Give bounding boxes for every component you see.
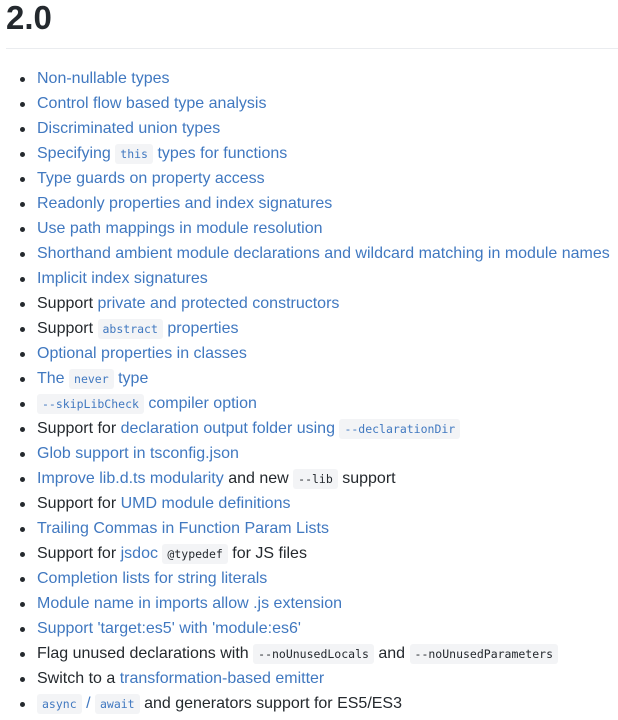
list-item xyxy=(37,441,610,466)
feature-link[interactable]: Module name in imports allow .js extension xyxy=(37,595,343,612)
list-item xyxy=(37,266,610,291)
feature-link[interactable]: UMD module definitions xyxy=(120,495,291,512)
feature-link[interactable]: jsdoc xyxy=(120,545,158,562)
list-item xyxy=(37,666,610,691)
code-snippet: never xyxy=(69,369,114,389)
code-snippet: --skipLibCheck xyxy=(37,394,144,414)
code-snippet: @typedef xyxy=(162,544,227,564)
plain-text: Switch to a xyxy=(37,670,116,687)
link-text: type xyxy=(118,370,149,387)
list-item xyxy=(37,116,610,141)
feature-link[interactable]: Completion lists for string literals xyxy=(37,570,268,587)
code-snippet: abstract xyxy=(98,319,163,339)
feature-link[interactable]: Use path mappings in module resolution xyxy=(37,220,323,237)
plain-text: Flag unused declarations with xyxy=(37,645,249,662)
code-snippet: --declarationDir xyxy=(339,419,460,439)
list-item xyxy=(37,316,610,341)
code-snippet: this xyxy=(115,144,153,164)
list-item xyxy=(37,541,610,566)
link-text: properties xyxy=(167,320,239,337)
feature-link[interactable]: Implicit index signatures xyxy=(37,270,208,287)
feature-link[interactable]: Trailing Commas in Function Param Lists xyxy=(37,520,329,537)
plain-text: Support xyxy=(37,320,94,337)
version-heading: 2.0 xyxy=(6,0,52,36)
feature-link[interactable] xyxy=(37,695,140,712)
list-item xyxy=(37,616,610,641)
list-item xyxy=(37,416,610,441)
feature-link[interactable]: private and protected constructors xyxy=(97,295,340,312)
link-text: compiler option xyxy=(148,395,257,412)
plain-text: and xyxy=(378,645,406,662)
list-item xyxy=(37,691,610,716)
list-item xyxy=(37,241,610,266)
feature-link[interactable]: Support 'target:es5' with 'module:es6' xyxy=(37,620,301,637)
list-item xyxy=(37,366,610,391)
list-item xyxy=(37,491,610,516)
list-item xyxy=(37,141,610,166)
code-snippet: --lib xyxy=(293,469,338,489)
list-item xyxy=(37,641,610,666)
list-item xyxy=(37,191,610,216)
feature-link[interactable]: Discriminated union types xyxy=(37,120,221,137)
code-snippet: await xyxy=(95,694,140,714)
feature-link[interactable]: Shorthand ambient module declarations and wildcard matching in module names xyxy=(37,245,610,262)
feature-link[interactable]: Glob support in tsconfig.json xyxy=(37,445,239,462)
plain-text: and new xyxy=(228,470,289,487)
list-item xyxy=(37,391,610,416)
list-item xyxy=(37,91,610,116)
list-item xyxy=(37,66,610,91)
plain-text: and generators support for ES5/ES3 xyxy=(144,695,402,712)
link-text: types for functions xyxy=(157,145,288,162)
link-text: / xyxy=(86,695,91,712)
feature-list xyxy=(0,66,610,716)
plain-text: Support for xyxy=(37,420,117,437)
list-item xyxy=(37,341,610,366)
link-text: Specifying xyxy=(37,145,111,162)
feature-link[interactable]: Readonly properties and index signatures xyxy=(37,195,333,212)
plain-text: Support for xyxy=(37,545,117,562)
list-item xyxy=(37,566,610,591)
feature-link[interactable]: Control flow based type analysis xyxy=(37,95,267,112)
list-item xyxy=(37,291,610,316)
list-item xyxy=(37,591,610,616)
plain-text: for JS files xyxy=(232,545,307,562)
feature-link[interactable]: transformation-based emitter xyxy=(119,670,325,687)
list-item xyxy=(37,216,610,241)
feature-link[interactable]: Improve lib.d.ts modularity xyxy=(37,470,224,487)
feature-link[interactable] xyxy=(121,420,461,437)
heading-divider xyxy=(6,48,618,49)
feature-link[interactable] xyxy=(37,145,287,162)
feature-link[interactable]: Optional properties in classes xyxy=(37,345,247,362)
plain-text: Support xyxy=(37,295,94,312)
list-item xyxy=(37,166,610,191)
list-item xyxy=(37,516,610,541)
feature-link[interactable]: Type guards on property access xyxy=(37,170,265,187)
feature-link[interactable] xyxy=(37,370,148,387)
feature-link[interactable] xyxy=(37,395,257,412)
link-text: The xyxy=(37,370,65,387)
link-text: declaration output folder using xyxy=(120,420,335,437)
code-snippet: async xyxy=(37,694,82,714)
code-snippet: --noUnusedLocals xyxy=(253,644,374,664)
plain-text: support xyxy=(342,470,396,487)
feature-link[interactable]: Non-nullable types xyxy=(37,70,170,87)
code-snippet: --noUnusedParameters xyxy=(410,644,558,664)
plain-text: Support for xyxy=(37,495,117,512)
feature-link[interactable] xyxy=(98,320,239,337)
list-item xyxy=(37,466,610,491)
